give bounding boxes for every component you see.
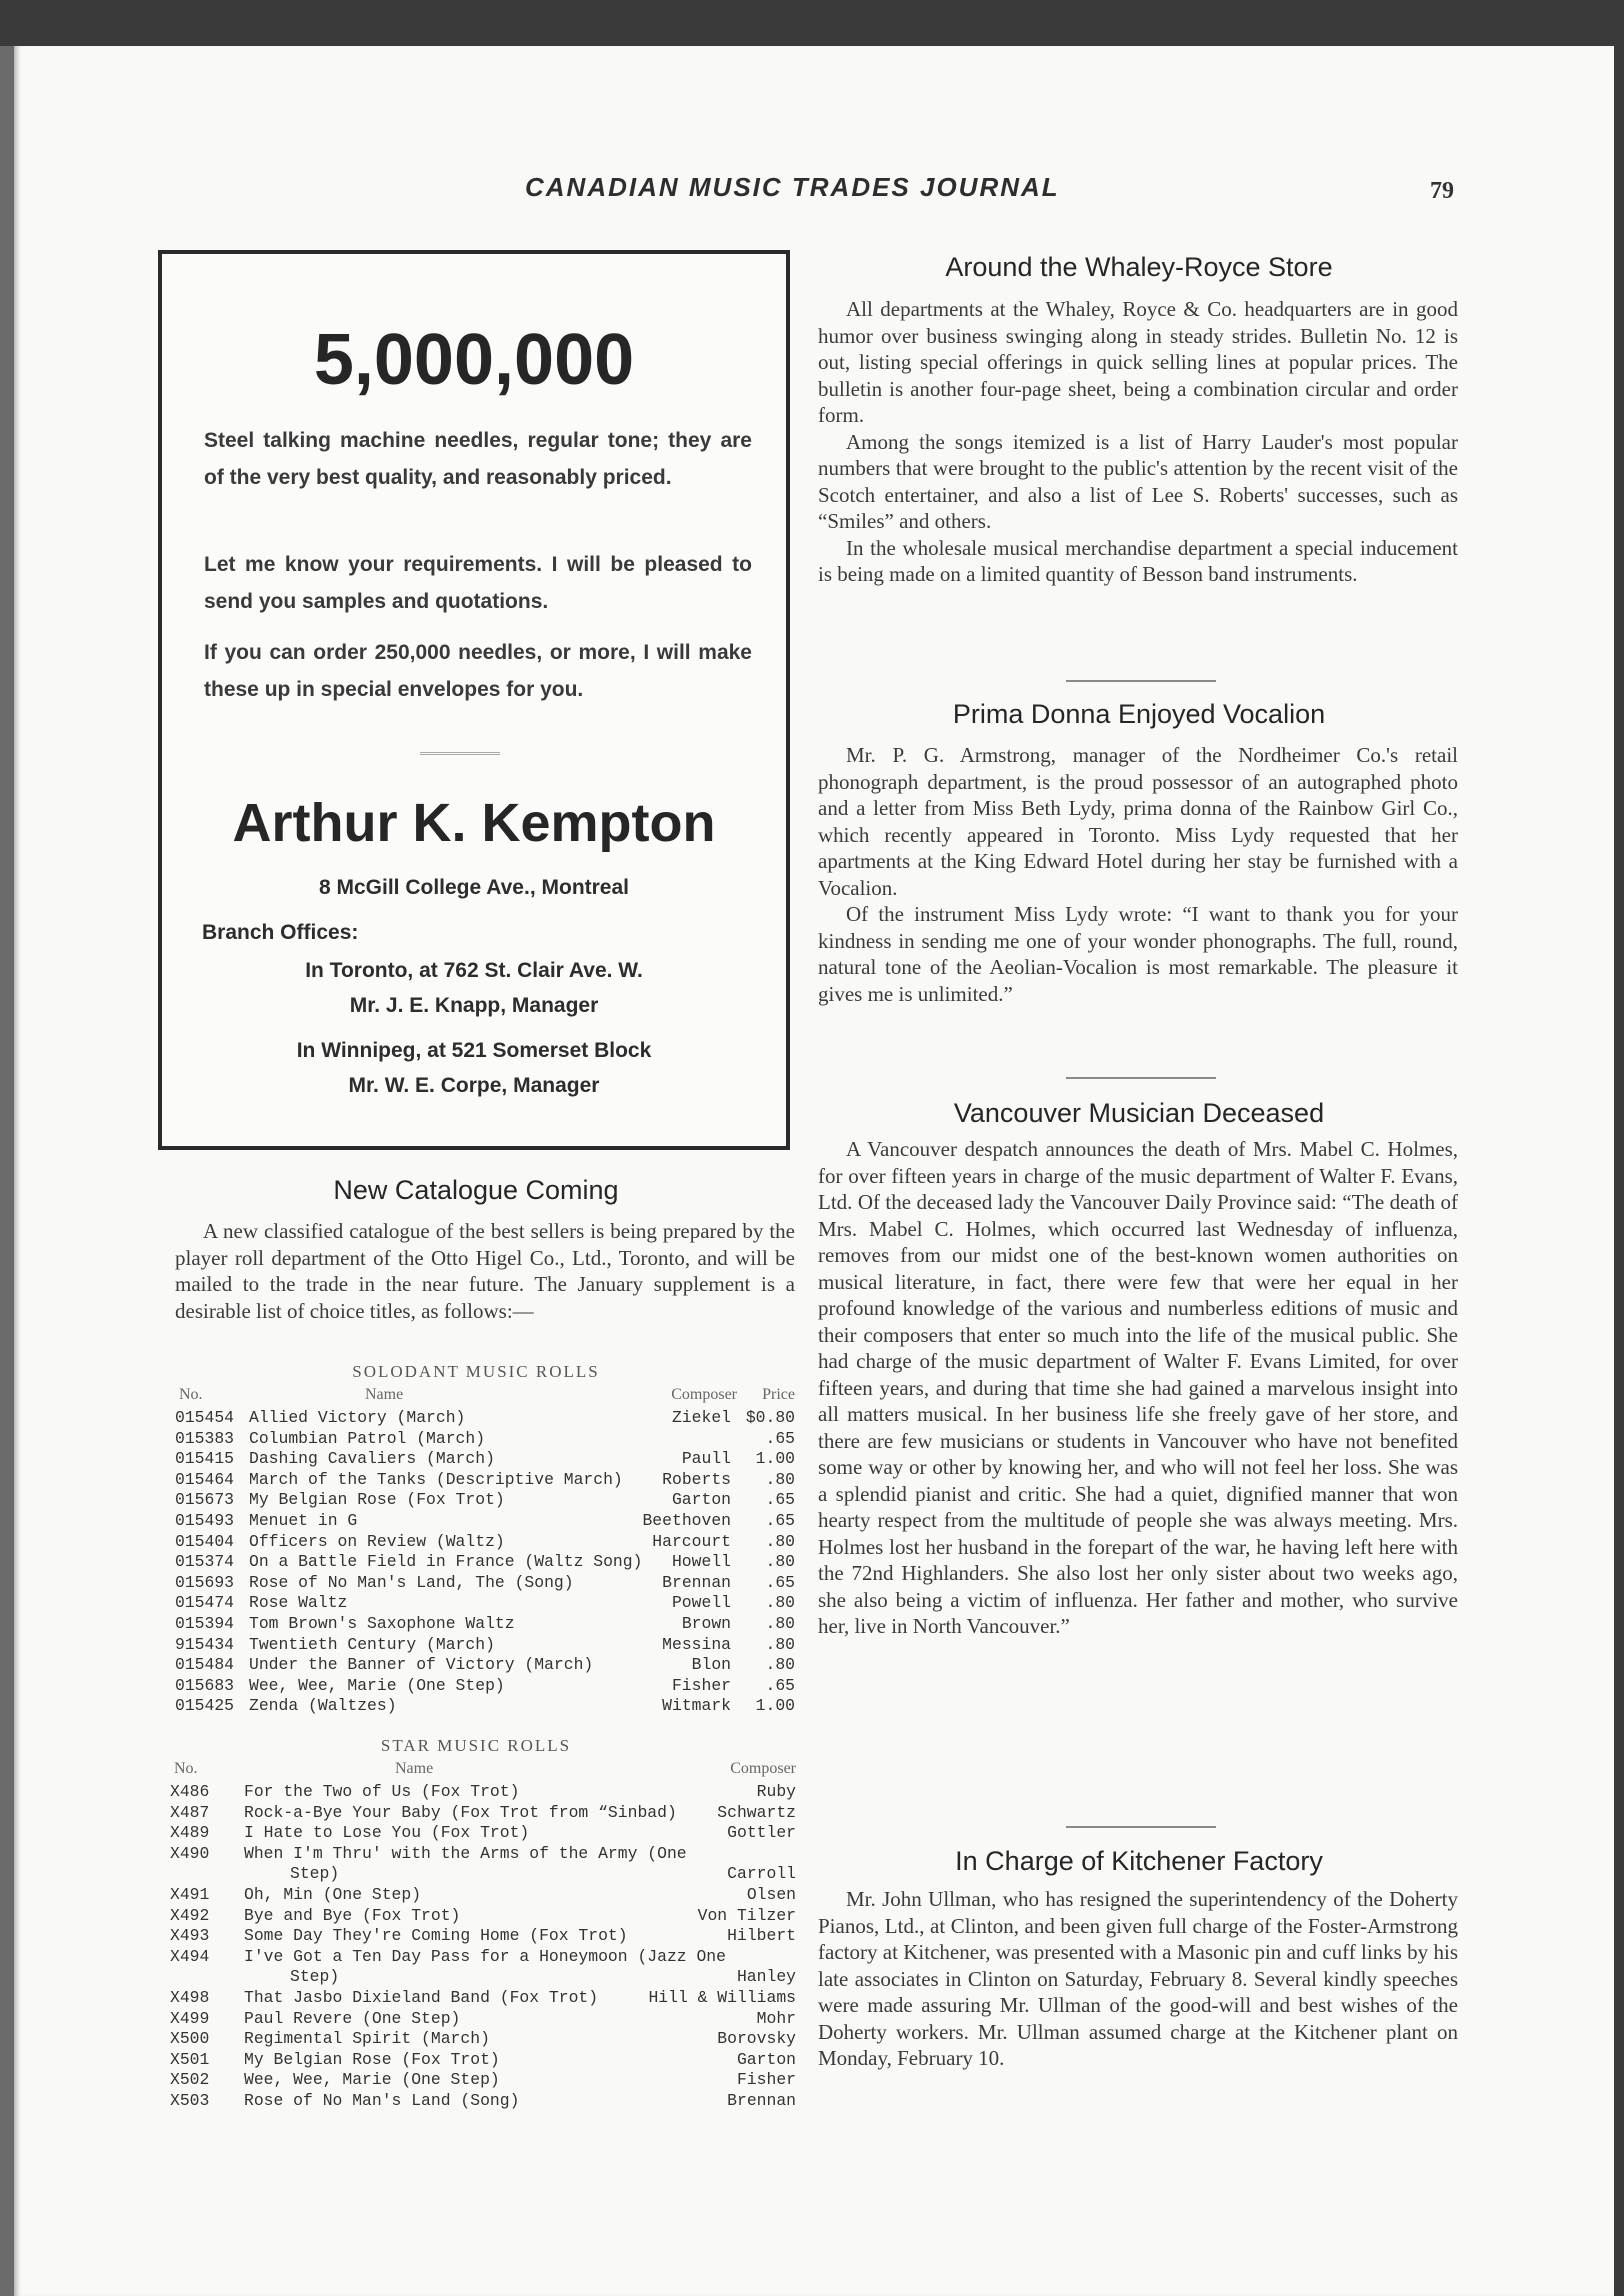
roll-composer: Blon bbox=[691, 1655, 731, 1675]
roll-composer: Hanley bbox=[736, 1967, 796, 1987]
roll-composer: Gottler bbox=[727, 1823, 796, 1843]
roll-composer: Ziekel bbox=[671, 1408, 731, 1427]
roll-number: 015693 bbox=[175, 1572, 235, 1592]
whaley-paragraph-3: In the wholesale musical merchandise department a special inducement is being made on a limited quantity of Besson band instruments. bbox=[818, 535, 1458, 586]
roll-name: I Hate to Lose You (Fox Trot) bbox=[244, 1823, 530, 1843]
roll-composer: Olsen bbox=[746, 1884, 796, 1904]
table-row bbox=[175, 1676, 795, 1697]
roll-name: Bye and Bye (Fox Trot) bbox=[244, 1905, 461, 1925]
roll-price: 1.00 bbox=[755, 1449, 795, 1469]
ad-branch-label: Branch Offices: bbox=[202, 921, 359, 944]
table-row bbox=[170, 2091, 796, 2112]
roll-price: .65 bbox=[765, 1572, 795, 1592]
roll-number: X498 bbox=[170, 1987, 210, 2007]
section-divider bbox=[1066, 1077, 1216, 1079]
table-row bbox=[170, 2009, 796, 2030]
roll-number: X494 bbox=[170, 1946, 210, 1966]
col-composer: Composer bbox=[730, 1760, 796, 1777]
roll-number: 015474 bbox=[175, 1593, 235, 1613]
ad-toronto-manager: Mr. J. E. Knapp, Manager bbox=[349, 994, 599, 1017]
table-row bbox=[175, 1511, 795, 1532]
table-row bbox=[170, 1823, 796, 1844]
roll-number: X500 bbox=[170, 2029, 210, 2049]
table-row bbox=[175, 1532, 795, 1553]
prima-paragraph-2: Of the instrument Miss Lydy wrote: “I want to thank you for your kindness in sending me one of your wonder phonographs. The full, round, natural tone of the Aeolian-Vocalion is most remarkable. The pleasure it gives me is unlimited.” bbox=[818, 902, 1458, 1006]
roll-composer: Messina bbox=[662, 1634, 731, 1654]
roll-price: .65 bbox=[765, 1490, 795, 1510]
table-row bbox=[170, 1782, 796, 1803]
table-row bbox=[170, 1906, 796, 1927]
whaley-paragraph-2: Among the songs itemized is a list of Harry Lauder's most popular numbers that were brought to the public's attention by the recent visit of the Scotch entertainer, and also a list of Lee S. Roberts' successes, such as “Smiles” and others. bbox=[818, 429, 1458, 533]
roll-price: .80 bbox=[765, 1655, 795, 1675]
roll-number: 015374 bbox=[175, 1552, 235, 1572]
roll-composer: Mohr bbox=[756, 2008, 796, 2028]
roll-name: Columbian Patrol (March) bbox=[249, 1428, 486, 1448]
page-number: 79 bbox=[1430, 178, 1454, 204]
table-row bbox=[170, 1926, 796, 1947]
prima-body bbox=[818, 742, 1458, 1007]
roll-number: X492 bbox=[170, 1905, 210, 1925]
roll-composer: Brown bbox=[681, 1613, 731, 1633]
table-row bbox=[175, 1552, 795, 1573]
roll-composer: Roberts bbox=[662, 1469, 731, 1489]
roll-number: 015454 bbox=[175, 1408, 235, 1427]
vancouver-paragraph: A Vancouver despatch announces the death of Mrs. Mabel C. Holmes, for over fifteen years in charge of the music department of Walter F. Evans, Ltd. Of the deceased lady the Vancouver Daily Province said: “The death of Mrs. Mabel C. Holmes, which occurred last Wednesday of influenza, removes from our midst one of the best-known women authorities on musical literature, in fact, there were few that were her equal in her profound knowledge of the various and numberless editions of music and their composers that enter so much into the life of the musical public. She had charge of the music department of Walter F. Evans Limited, for over fifteen years, and during that time she had gained a marvelous insight into all matters musical. In her business life she freely gave of her store, and there are few musicians or students in Vancouver who have not benefited some way or other by knowing her, and who will not feel her loss. She was a splendid pianist and critic. She had a quiet, dignified manner that won hearty respect from the multitude of people she was always meeting. Mrs. Holmes lost her husband in the forepart of the war, he having left here with the 72nd Highlanders. She also lost her only sister about two weeks ago, she also being a victim of influenza. Her father and mother, who survive her, live in North Vancouver.” bbox=[818, 1137, 1458, 1638]
roll-name: Under the Banner of Victory (March) bbox=[249, 1655, 594, 1675]
ad-winnipeg-manager: Mr. W. E. Corpe, Manager bbox=[348, 1074, 600, 1097]
whaley-paragraph-1: All departments at the Whaley, Royce & Co. headquarters are in good humor over business swinging along in steady strides. Bulletin No. 12 is out, listing special offerings in quick selling lines at popular prices. The bulletin is another four-page sheet, being a combination circular and order form. bbox=[818, 297, 1458, 427]
roll-composer: Garton bbox=[671, 1490, 731, 1510]
col-name: Name bbox=[365, 1386, 404, 1403]
roll-name: Officers on Review (Waltz) bbox=[249, 1531, 505, 1551]
roll-number: X501 bbox=[170, 2049, 210, 2069]
section-divider bbox=[1066, 680, 1216, 682]
roll-number: X486 bbox=[170, 1782, 210, 1801]
roll-name: My Belgian Rose (Fox Trot) bbox=[249, 1490, 505, 1510]
roll-name: Oh, Min (One Step) bbox=[244, 1884, 422, 1904]
roll-composer: Hilbert bbox=[727, 1926, 796, 1946]
roll-name: Dashing Cavaliers (March) bbox=[249, 1449, 495, 1469]
table-row bbox=[170, 1885, 796, 1906]
roll-number: 015683 bbox=[175, 1675, 235, 1695]
roll-price: .80 bbox=[765, 1552, 795, 1572]
col-no: No. bbox=[179, 1386, 203, 1403]
prima-headline: Prima Donna Enjoyed Vocalion bbox=[952, 699, 1326, 729]
roll-number: X493 bbox=[170, 1926, 210, 1946]
roll-name: For the Two of Us (Fox Trot) bbox=[244, 1782, 520, 1801]
catalogue-paragraph: A new classified catalogue of the best sellers is being prepared by the player roll department of the Otto Higel Co., Ltd., Toronto, and will be mailed to the trade in the near future. The January supplement is a desirable list of choice titles, as follows:— bbox=[175, 1219, 795, 1323]
roll-name: My Belgian Rose (Fox Trot) bbox=[244, 2049, 500, 2069]
roll-number: X487 bbox=[170, 1802, 210, 1822]
roll-number: 015383 bbox=[175, 1428, 235, 1448]
roll-number: 015493 bbox=[175, 1510, 235, 1530]
roll-number: X490 bbox=[170, 1843, 210, 1863]
roll-composer: Brennan bbox=[662, 1572, 731, 1592]
kitchener-body bbox=[818, 1886, 1458, 2072]
table-row bbox=[175, 1696, 795, 1717]
roll-price: .80 bbox=[765, 1634, 795, 1654]
col-price: Price bbox=[762, 1386, 795, 1403]
roll-name: I've Got a Ten Day Pass for a Honeymoon (Jazz One bbox=[244, 1946, 726, 1966]
roll-price: .80 bbox=[765, 1613, 795, 1633]
roll-number: X503 bbox=[170, 2090, 210, 2110]
table-row bbox=[170, 1844, 796, 1865]
roll-name: Tom Brown's Saxophone Waltz bbox=[249, 1613, 515, 1633]
roll-number: 015484 bbox=[175, 1655, 235, 1675]
kitchener-paragraph: Mr. John Ullman, who has resigned the superintendency of the Doherty Pianos, Ltd., at Clinton, and been given full charge of the Foster-Armstrong factory at Kitchener, was presented with a Masonic pin and cuff links by his late associates in Clinton on Saturday, February 8. Several kindly speeches were made assuring Mr. Ullman of the good-will and best wishes of the Doherty workers. Mr. Ullman assumed charge at the Kitchener plant on Monday, February 10. bbox=[818, 1887, 1458, 2070]
roll-composer: Borovsky bbox=[717, 2029, 796, 2049]
roll-composer: Von Tilzer bbox=[697, 1905, 796, 1925]
roll-name: Regimental Spirit (March) bbox=[244, 2029, 490, 2049]
roll-composer: Garton bbox=[736, 2049, 796, 2069]
table-row-continued bbox=[170, 1864, 796, 1885]
roll-composer: Howell bbox=[671, 1552, 731, 1572]
journal-title: CANADIAN MUSIC TRADES JOURNAL bbox=[525, 172, 1060, 202]
roll-name: Allied Victory (March) bbox=[249, 1408, 466, 1427]
solodant-list bbox=[175, 1408, 795, 1717]
catalogue-body bbox=[175, 1218, 795, 1324]
table-row bbox=[175, 1614, 795, 1635]
ad-divider bbox=[420, 752, 500, 755]
roll-number: X499 bbox=[170, 2008, 210, 2028]
col-name: Name bbox=[395, 1760, 434, 1777]
roll-name: Some Day They're Coming Home (Fox Trot) bbox=[244, 1926, 628, 1946]
roll-composer: Harcourt bbox=[652, 1531, 731, 1551]
roll-price: $0.80 bbox=[745, 1408, 795, 1427]
ad-winnipeg-office: In Winnipeg, at 521 Somerset Block bbox=[296, 1039, 652, 1062]
roll-composer: Paull bbox=[681, 1449, 731, 1469]
roll-price: 1.00 bbox=[755, 1696, 795, 1716]
roll-name: Menuet in G bbox=[249, 1510, 358, 1530]
section-divider bbox=[1066, 1826, 1216, 1828]
ad-paragraph-1: Steel talking machine needles, regular tone; they are of the very best quality, and reasonably priced. bbox=[204, 429, 752, 489]
ad-advertiser-name: Arthur K. Kempton bbox=[232, 793, 716, 853]
table-row bbox=[170, 1988, 796, 2009]
table-row bbox=[175, 1635, 795, 1656]
table-row bbox=[170, 1947, 796, 1968]
roll-composer: Beethoven bbox=[642, 1510, 731, 1530]
roll-name: Rose Waltz bbox=[249, 1593, 348, 1613]
roll-name: March of the Tanks (Descriptive March) bbox=[249, 1469, 623, 1489]
table-row bbox=[175, 1573, 795, 1594]
roll-number: 015673 bbox=[175, 1490, 235, 1510]
roll-name: Wee, Wee, Marie (One Step) bbox=[244, 2070, 500, 2090]
ad-headline: 5,000,000 bbox=[313, 320, 635, 400]
roll-name: Rose of No Man's Land (Song) bbox=[244, 2090, 520, 2110]
kitchener-headline: In Charge of Kitchener Factory bbox=[955, 1846, 1323, 1876]
roll-number: 015415 bbox=[175, 1449, 235, 1469]
roll-name: Twentieth Century (March) bbox=[249, 1634, 495, 1654]
roll-name: Wee, Wee, Marie (One Step) bbox=[249, 1675, 505, 1695]
star-title: STAR MUSIC ROLLS bbox=[380, 1736, 572, 1755]
catalogue-headline: New Catalogue Coming bbox=[333, 1175, 619, 1205]
table-row bbox=[170, 2050, 796, 2071]
roll-price: .65 bbox=[765, 1428, 795, 1448]
roll-number: 015404 bbox=[175, 1531, 235, 1551]
roll-name: When I'm Thru' with the Arms of the Army (One bbox=[244, 1843, 687, 1863]
roll-composer: Brennan bbox=[727, 2090, 796, 2110]
roll-composer: Witmark bbox=[662, 1696, 731, 1716]
col-no: No. bbox=[174, 1760, 198, 1777]
roll-price: .80 bbox=[765, 1469, 795, 1489]
star-list bbox=[170, 1782, 796, 2112]
roll-number: X491 bbox=[170, 1884, 210, 1904]
roll-name: Rose of No Man's Land, The (Song) bbox=[249, 1572, 574, 1592]
whaley-body bbox=[818, 296, 1458, 588]
table-row bbox=[175, 1449, 795, 1470]
ad-toronto-office: In Toronto, at 762 St. Clair Ave. W. bbox=[305, 959, 643, 982]
table-row bbox=[170, 2029, 796, 2050]
roll-number: X502 bbox=[170, 2070, 210, 2090]
roll-price: .65 bbox=[765, 1510, 795, 1530]
table-row bbox=[175, 1593, 795, 1614]
roll-name: Zenda (Waltzes) bbox=[249, 1696, 397, 1716]
roll-name: That Jasbo Dixieland Band (Fox Trot) bbox=[244, 1987, 599, 2007]
roll-number: 015464 bbox=[175, 1469, 235, 1489]
vancouver-body bbox=[818, 1136, 1458, 1640]
solodant-title: SOLODANT MUSIC ROLLS bbox=[352, 1362, 600, 1381]
roll-composer: Fisher bbox=[736, 2070, 796, 2090]
col-composer: Composer bbox=[671, 1386, 737, 1403]
ad-address: 8 McGill College Ave., Montreal bbox=[318, 876, 630, 899]
roll-name: Paul Revere (One Step) bbox=[244, 2008, 461, 2028]
roll-name: On a Battle Field in France (Waltz Song) bbox=[249, 1552, 643, 1572]
table-row bbox=[175, 1429, 795, 1450]
roll-composer: Ruby bbox=[756, 1782, 796, 1801]
ad-paragraph-3: If you can order 250,000 needles, or more, I will make these up in special envelopes for you. bbox=[204, 641, 752, 701]
table-row bbox=[175, 1408, 795, 1429]
roll-composer: Schwartz bbox=[717, 1802, 796, 1822]
roll-composer: Hill & Williams bbox=[648, 1987, 796, 2007]
table-row bbox=[170, 1803, 796, 1824]
table-row bbox=[175, 1655, 795, 1676]
roll-name-continued: Step) bbox=[290, 1967, 340, 1987]
roll-number: 015425 bbox=[175, 1696, 235, 1716]
roll-number: 915434 bbox=[175, 1634, 235, 1654]
table-row bbox=[175, 1470, 795, 1491]
roll-price: .80 bbox=[765, 1593, 795, 1613]
table-row bbox=[175, 1490, 795, 1511]
vancouver-headline: Vancouver Musician Deceased bbox=[953, 1098, 1325, 1128]
table-row-continued bbox=[170, 1967, 796, 1988]
roll-number: 015394 bbox=[175, 1613, 235, 1633]
roll-number: X489 bbox=[170, 1823, 210, 1843]
whaley-headline: Around the Whaley-Royce Store bbox=[945, 252, 1333, 282]
roll-composer: Carroll bbox=[727, 1864, 796, 1884]
roll-name-continued: Step) bbox=[290, 1864, 340, 1884]
roll-name: Rock-a-Bye Your Baby (Fox Trot from “Sinbad) bbox=[244, 1802, 677, 1822]
scan-left-edge bbox=[0, 46, 14, 2296]
ad-paragraph-2: Let me know your requirements. I will be pleased to send you samples and quotations. bbox=[204, 553, 752, 613]
kempton-advertisement bbox=[158, 250, 790, 1150]
roll-price: .80 bbox=[765, 1531, 795, 1551]
roll-price: .65 bbox=[765, 1675, 795, 1695]
roll-composer: Powell bbox=[671, 1593, 731, 1613]
roll-composer: Fisher bbox=[671, 1675, 731, 1695]
prima-paragraph-1: Mr. P. G. Armstrong, manager of the Nordheimer Co.'s retail phonograph department, is the proud possessor of an autographed photo and a letter from Miss Beth Lydy, prima donna of the Rainbow Girl Co., which recently appeared in Toronto. Miss Lydy requested that her apartments at the King Edward Hotel during her stay be furnished with a Vocalion. bbox=[818, 743, 1458, 900]
table-row bbox=[170, 2070, 796, 2091]
